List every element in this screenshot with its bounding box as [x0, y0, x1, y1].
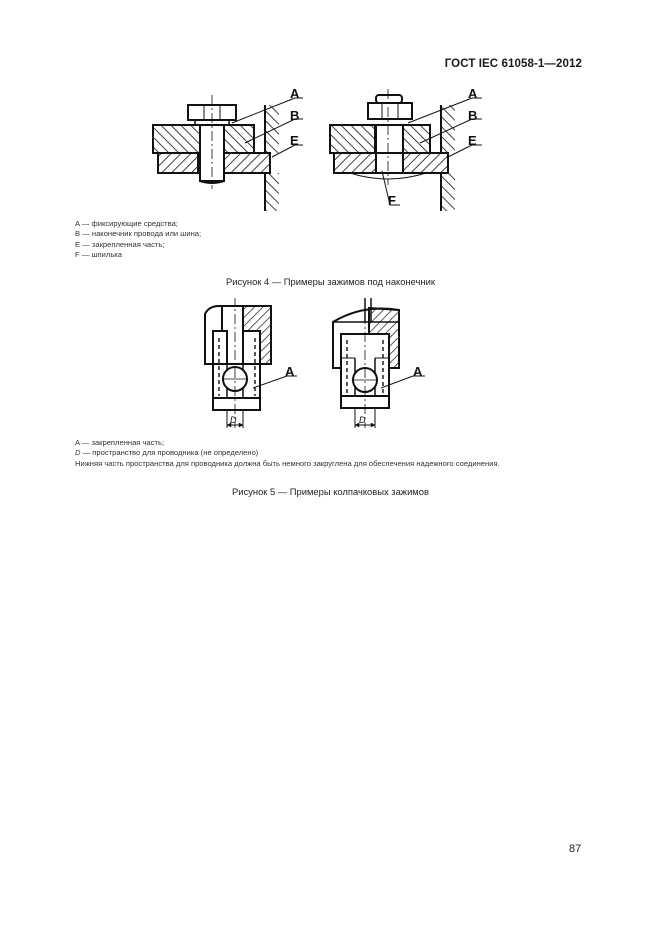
fig4-left-label-e: E: [290, 133, 299, 148]
legend-item-e: E — закрепленная часть;: [75, 239, 165, 249]
figure-4-drawing: [140, 85, 510, 215]
figure-5-drawing: [195, 298, 445, 433]
figure-5-left: [205, 298, 297, 428]
fig5-left-label-a: A: [285, 364, 295, 379]
document-header: ГОСТ IEC 61058-1—2012: [444, 58, 582, 70]
fig4-right-label-e: E: [468, 133, 477, 148]
fig5-right-label-d: D: [359, 415, 366, 425]
fig4-right-label-b: B: [468, 108, 478, 123]
figure-4-caption: Рисунок 4 — Примеры зажимов под наконечник: [226, 276, 435, 287]
fig4-right-label-f: F: [388, 193, 396, 208]
legend-item-a: A — закрепленная часть;: [75, 438, 165, 447]
figure-4-left: [153, 95, 303, 211]
fig5-right-label-a: A: [413, 364, 423, 379]
legend-item-f: F — шпилька: [75, 250, 122, 260]
fig4-right-label-a: A: [468, 86, 478, 101]
fig4-left-label-b: B: [290, 108, 300, 123]
fig5-left-label-d: D: [230, 415, 237, 425]
figure-5-right: [333, 298, 425, 428]
legend-letter-d: D: [75, 448, 81, 458]
fig4-left-label-a: A: [290, 86, 300, 101]
legend-text-d: — пространство для проводника (не определено): [80, 448, 259, 458]
figure-4-right: [330, 89, 482, 211]
figure-5-legend: [75, 438, 500, 469]
page-number: 87: [569, 843, 582, 855]
figure-5-caption: Рисунок 5 — Примеры колпачковых зажимов: [232, 486, 429, 497]
legend-item-d: [75, 448, 500, 458]
figure-5-note: Нижняя часть пространства для проводника должна быть немного закруглена для обеспечения надежного соединения.: [75, 458, 500, 468]
legend-item-a: A — фиксирующие средства;: [75, 219, 178, 228]
figure-4-legend: [75, 219, 201, 261]
legend-item-b: B — наконечник провода или шина;: [75, 229, 202, 239]
